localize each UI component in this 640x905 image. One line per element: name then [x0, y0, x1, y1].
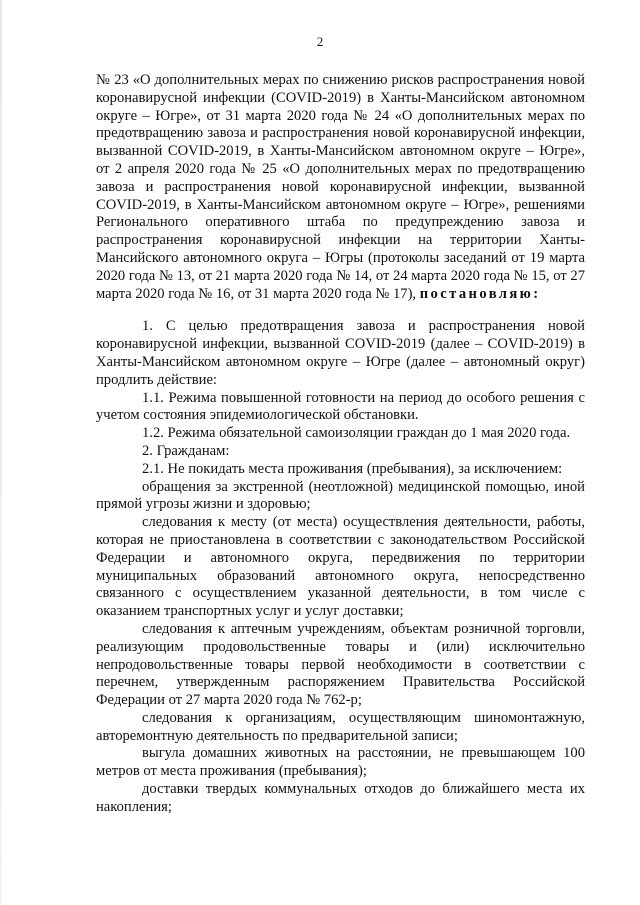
page-number: 2 — [316, 34, 324, 49]
preamble-text: № 23 «О дополнительных мерах по снижению рисков распространения новой коронавирусной инфекции (COVID-2019) в Ханты-Мансийском автономном округе – Югре», от 31 марта 2020 года № 24 «О дополнительных мерах по предотвращению завоза и распространения новой коронавирусной инфекции, вызванной COVID-2019, в Ханты-Мансийском автономном округе – Югре», от 2 апреля 2020 года № 25 «О дополнительных мерах по предотвращению завоза и распространения новой коронавирусной инфекции, вызванной COVID-2019, в Ханты-Мансийском автономном округе – Югре», решениями Регионального оперативного штаба по предупреждению завоза и распространения коронавирусной инфекции на территории Ханты-Мансийского автономного округа – Югры (протоколы заседаний от 19 марта 2020 года № 13, от 21 марта 2020 года № 14, от 24 марта 2020 года № 15, от 27 марта 2020 года № 16, от 31 марта 2020 года № 17), — [96, 72, 585, 302]
exception-pet-walking: выгула домашних животных на расстоянии, не превышающем 100 метров от места проживания (пребывания); — [96, 745, 585, 780]
preamble-paragraph — [96, 72, 585, 303]
paragraph-1-1: 1.1. Режима повышенной готовности на период до особого решения с учетом состояния эпидемиологической обстановки. — [96, 389, 585, 424]
exception-medical: обращения за экстренной (неотложной) медицинской помощью, иной прямой угрозы жизни и здоровью; — [96, 478, 585, 513]
exception-work: следования к месту (от места) осуществления деятельности, работы, которая не приостановлена в соответствии с законодательством Российской Федерации и автономного округа, передвижения по территории муниципальных образований автономного округа, непосредственно связанного с осуществлением указанной деятельности, в том числе с оказанием транспортных услуг и услуг доставки; — [96, 514, 585, 620]
exception-shopping: следования к аптечным учреждениям, объектам розничной торговли, реализующим продовольственные товары и (или) исключительно непродовольственные товары первой необходимости в соответствии с перечнем, утвержденным распоряжением Правительства Российской Федерации от 27 марта 2020 года № 762-р; — [96, 620, 585, 709]
scan-edge — [0, 0, 2, 905]
paragraph-1-2: 1.2. Режима обязательной самоизоляции граждан до 1 мая 2020 года. — [142, 425, 571, 442]
paragraph-1: 1. С целью предотвращения завоза и распространения новой коронавирусной инфекции, вызванной COVID-2019 (далее – COVID-2019) в Ханты-Мансийском автономном округе – Югре (далее – автономный округ) продлить действие: — [96, 318, 585, 388]
exception-waste-disposal: доставки твердых коммунальных отходов до ближайшего места их накопления; — [96, 781, 585, 815]
decree-word: постановляю: — [419, 285, 541, 302]
document-body — [96, 72, 585, 817]
paragraph-2-1: 2.1. Не покидать места проживания (пребывания), за исключением: — [142, 460, 563, 477]
paragraph-2: 2. Гражданам: — [142, 442, 230, 459]
exception-car-service: следования к организациям, осуществляющим шиномонтажную, авторемонтную деятельность по предварительной записи; — [96, 709, 585, 744]
